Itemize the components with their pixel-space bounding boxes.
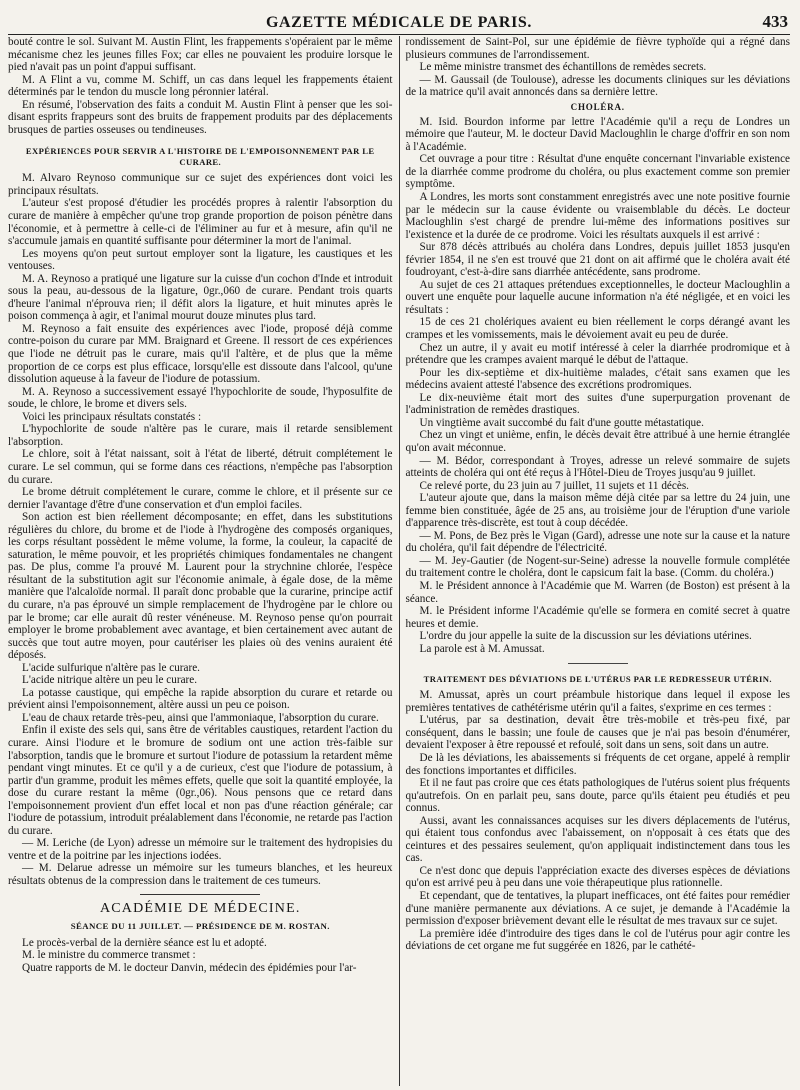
divider: [568, 663, 628, 664]
paragraph: Les moyens qu'on peut surtout employer sont la ligature, les caustiques et les ventouses.: [8, 247, 393, 273]
paragraph: Le chlore, soit à l'état naissant, soit à l'état de liberté, détruit complétement le curare. Le sel commun, qui se forme dans ces réactions, n'empêche pas l'absorption du curare.: [8, 448, 393, 486]
academie-title: ACADÉMIE DE MÉDECINE.: [99, 900, 301, 916]
section-title-uterus: TRAITEMENT DES DÉVIATIONS DE L'UTÉRUS PAR LE REDRESSEUR UTÉRIN.: [423, 674, 772, 685]
paragraph: Cet ouvrage a pour titre : Résultat d'une enquête concernant l'invariable existence de la diarrhée comme prodrome du choléra, ou plus exactement comme son premier symptôme.: [405, 153, 790, 191]
paragraph: Aussi, avant les connaissances acquises sur les divers déplacements de l'utérus, qui étaient tous confondus avec l'abaissement, on n'opposait à ces états que des ceintures et des pessaires seulement, qu'on appliquait indistinctement dans tous les cas.: [405, 814, 790, 865]
paragraph: L'ordre du jour appelle la suite de la discussion sur les déviations utérines.: [419, 630, 752, 643]
paragraph: La première idée d'introduire des tiges dans le col de l'utérus pour agir contre les déviations de cet organe me fut suggérée en 1826, par le cathété-: [405, 927, 790, 953]
paragraph: Et il ne faut pas croire que ces états pathologiques de l'utérus soient plus fréquents qu'autrefois. On en parlait peu, sans doute, parce qu'ils étaient peu étudiés et peu connus.: [405, 777, 790, 815]
paragraph: M. Reynoso a fait ensuite des expériences avec l'iode, proposé déjà comme contre-poison du curare par MM. Braignard et Greene. Il ressort de ces expériences que l'iode ne détruit pas le curare, mais qu'il l'altère, et de plus que la même proportion de ce corps est plus efficace, lorsqu'elle est dissoute dans l'alcool, qu'une dissolution aqueuse à la faveur de l'iodure de potassium.: [8, 322, 393, 386]
paragraph: Et cependant, que de tentatives, la plupart inefficaces, ont été faites pour remédier d'une manière permanente aux déviations. A ce sujet, je demande à l'Académie la permission d'exposer brièvement devant elle le résultat de mes travaux sur ce sujet.: [405, 890, 790, 928]
paragraph: La potasse caustique, qui empêche la rapide absorption du curare et retarde ou prévient ainsi l'empoisonnement, altère aussi un peu ce poison.: [8, 686, 393, 712]
paragraph: — M. Gaussail (de Toulouse), adresse les documents cliniques sur les déviations de la matrice qu'il avait annoncés dans sa dernière lettre.: [405, 73, 790, 99]
paragraph: M. Isid. Bourdon informe par lettre l'Académie qu'il a reçu de Londres un mémoire que l'auteur, M. le docteur David Macloughlin le charge d'offrir en son nom à l'Académie.: [405, 115, 790, 153]
paragraph: L'eau de chaux retarde très-peu, ainsi que l'ammoniaque, l'absorption du curare.: [22, 711, 379, 724]
paragraph: 15 de ces 21 cholériques avaient eu bien réellement le corps dérangé avant les crampes et les vomissements, mais le dévoiement avait eu peu de durée.: [405, 316, 790, 342]
paragraph: Un vingtième avait succombé du fait d'une goutte métastatique.: [419, 416, 704, 429]
paragraph: rondissement de Saint-Pol, sur une épidémie de fièvre typhoïde qui a régné dans plusieurs communes de l'arrondissement.: [405, 36, 790, 61]
left-column: [8, 36, 399, 1086]
paragraph: Le brome détruit complétement le curare, comme le chlore, et il présente sur ce dernier l'avantage d'être d'une conservation et d'un emploi faciles.: [8, 486, 393, 511]
paragraph: La parole est à M. Amussat.: [419, 642, 545, 655]
paragraph: Sur 878 décès attribués au choléra dans Londres, depuis juillet 1853 jusqu'en février 1854, il ne s'en est trouvé que 21 dont on ait affirmé que le choléra avait été foudroyant, c'est-à-dire sans diarrhée antécédente, sans prodrome.: [405, 241, 790, 279]
paragraph: De là les déviations, les abaissements si fréquents de cet organe, appelé à remplir des fonctions importantes et difficiles.: [405, 751, 790, 777]
paragraph: A Londres, les morts sont constamment enregistrés avec une note positive fournie par le médecin sur la cause évidente ou vraisemblable du décès. Le docteur Macloughlin s'est chargé de prendre lui-même des informations positives sur l'existence et la durée de ce prodrome. Voici les résultats auxquels il est arrivé :: [405, 191, 790, 241]
section-title-curare: EXPÉRIENCES POUR SERVIR A L'HISTOIRE DE L'EMPOISONNEMENT PAR LE CURARE.: [25, 146, 375, 168]
paragraph: Le procès-verbal de la dernière séance est lu et adopté.: [22, 936, 267, 949]
paragraph: L'acide nitrique altère un peu le curare.: [22, 674, 198, 687]
paragraph: L'auteur ajoute que, dans la maison même déjà citée par sa lettre du 24 juin, une femme bien constituée, âgée de 25 ans, au troisième jour de l'éruption d'une variole d'apparence très-discrète, est tout à coup décédée.: [405, 492, 790, 530]
divider: [140, 894, 260, 895]
paragraph: — M. Leriche (de Lyon) adresse un mémoire sur le traitement des hydropisies du ventre et de la poitrine par les injections iodées.: [8, 837, 393, 862]
text-columns: [8, 36, 790, 1086]
paragraph: — M. Jey-Gautier (de Nogent-sur-Seine) adresse la nouvelle formule complétée du traitement contre le choléra, dont le capsicum fait la base. (Comm. du choléra.): [405, 554, 790, 580]
paragraph: L'hypochlorite de soude n'altère pas le curare, mais il retarde sensiblement l'absorption.: [8, 423, 393, 448]
paragraph: M. le Président annonce à l'Académie que M. Warren (de Boston) est présent à la séance.: [405, 579, 790, 605]
seance-line: SÉANCE DU 11 JUILLET. — PRÉSIDENCE DE M. ROSTAN.: [70, 920, 330, 931]
paragraph: Ce relevé porte, du 23 juin au 7 juillet, 11 sujets et 11 décès.: [419, 479, 689, 492]
paragraph: M. A. Reynoso a successivement essayé l'hypochlorite de soude, l'hyposulfite de soude, le chlore, le brome et divers sels.: [8, 385, 393, 411]
paragraph: M. Alvaro Reynoso communique sur ce sujet des expériences dont voici les principaux résultats.: [8, 172, 393, 197]
paragraph: bouté contre le sol. Suivant M. Austin Flint, les frappements s'opéraient par le même mécanisme chez les jeunes filles Fox; car elles ne pouvaient les produire lorsque le pied n'avait pas un point d'appui suffisant.: [8, 36, 393, 74]
paragraph: M. Amussat, après un court préambule historique dans lequel il expose les premières tentatives de cathétérisme utérin qu'il a faites, s'exprime en ces termes :: [405, 689, 790, 714]
right-column: [399, 36, 791, 1086]
paragraph: — M. Bédor, correspondant à Troyes, adresse un relevé sommaire de sujets atteints de choléra qui ont été reçus à l'Hôtel-Dieu de Troyes jusqu'au 9 juillet.: [405, 454, 790, 480]
paragraph: Voici les principaux résultats constatés :: [22, 410, 202, 423]
paragraph: M. le Président informe l'Académie qu'elle se formera en comité secret à quatre heures et demie.: [405, 605, 790, 630]
paragraph: Pour les dix-septième et dix-huitième malades, c'était sans examen que les médecins avaient attesté l'absence des excrétions prodromiques.: [405, 366, 790, 392]
paragraph: Ce n'est donc que depuis l'appréciation exacte des diverses espèces de déviations qu'on est arrivé peu à peu dans une voie thérapeutique plus rationnelle.: [405, 864, 790, 890]
paragraph: Son action est bien réellement décomposante; en effet, dans les substitutions régulières du chlore, du brome et de l'iode à l'hydrogène des composés organiques, les corps résultant possèdent le même volume, la forme, la couleur, la capacité de saturation, le même pouvoir, et les propriétés chimiques fondamentales ne changent pas. De plus, comme l'a prouvé M. Laurent pour la strychnine chlorée, l'espèce résultant de la substitution agit sur l'économie animale, à égale dose, de la même manière que l'alcaloïde normal. Il paraît donc probable que la curarine, principe actif du curare, n'a pas éprouvé un simple remplacement de l'hydrogène par le chlore ou par le brome; car elle aurait dû rester vénéneuse. M. Reynoso pense qu'on pourrait employer le brome probablement avec avantage, et bien certainement avec autant de succès que tout autre moyen, pour cautériser les plaies où des venins auraient été déposés.: [8, 511, 393, 662]
paragraph: En résumé, l'observation des faits a conduit M. Austin Flint à penser que les soi-disant esprits frappeurs sont des bruits de frappement produits par des déplacements brusques de parties osseuses ou tendineuses.: [8, 98, 393, 136]
paragraph: — M. Pons, de Bez près le Vigan (Gard), adresse une note sur la cause et la nature du choléra, qu'il fait dépendre de l'électricité.: [405, 529, 790, 555]
paragraph: Le même ministre transmet des échantillons de remèdes secrets.: [419, 61, 707, 74]
paragraph: M. le ministre du commerce transmet :: [22, 949, 196, 962]
paragraph: — M. Delarue adresse un mémoire sur les tumeurs blanches, et les heureux résultats obtenus de la compression dans le traitement de ces tumeurs.: [8, 862, 393, 887]
paragraph: M. A. Reynoso a pratiqué une ligature sur la cuisse d'un cochon d'Inde et introduit sous la peau, au-dessous de la ligature, 0gr.,060 de curare. Pendant trois quarts d'heure l'animal n'éprouva rien; il défit alors la ligature, et huit minutes après le poison commença à agir, et l'animal mourut douze minutes plus tard.: [8, 272, 393, 323]
paragraph: M. A Flint a vu, comme M. Schiff, un cas dans lequel les frappements étaient déterminés par le tendon du muscle long péronnier latéral.: [8, 73, 393, 99]
paragraph: Le dix-neuvième était mort des suites d'une superpurgation provenant de l'administration de remèdes drastiques.: [405, 391, 790, 417]
paragraph: L'acide sulfurique n'altère pas le curare.: [22, 661, 200, 674]
paragraph: Quatre rapports de M. le docteur Danvin, médecin des épidémies pour l'ar-: [22, 961, 357, 974]
page-header: [8, 12, 790, 35]
journal-title: GAZETTE MÉDICALE DE PARIS.: [265, 14, 532, 31]
paragraph: Chez un vingt et unième, enfin, le décès devait être attribué à une hernie étranglée qu'on avait méconnue.: [405, 429, 790, 454]
paragraph: Chez un autre, il y avait eu motif intéressé à celer la diarrhée prodromique et à prétendre que les crampes avaient marqué le début de l'attaque.: [405, 341, 790, 367]
paragraph: L'auteur s'est proposé d'étudier les procédés propres à ralentir l'absorption du curare de manière à empêcher qu'une trop grande proportion de poison pénètre dans l'économie, et à permettre à celle-ci de l'éliminer au fur et à mesure, afin qu'il ne s'accumule jamais en quantité suffisante pour déterminer la mort de l'animal.: [8, 197, 393, 248]
paragraph: L'utérus, par sa destination, devait être très-mobile et très-peu fixé, par conséquent, dans le bassin; une foule de causes que je n'ai pas besoin d'énumérer, devaient l'exposer à être repoussé et refoulé, soit dans un sens, soit dans un autre.: [405, 714, 790, 752]
paragraph: Au sujet de ces 21 attaques prétendues exceptionnelles, le docteur Macloughlin a ouvert une enquête pour laquelle aucune information n'a été négligée, et en voici les résultats :: [405, 278, 790, 316]
page-number: 433: [762, 12, 788, 31]
cholera-title: CHOLÉRA.: [570, 101, 625, 112]
paragraph: Enfin il existe des sels qui, sans être de véritables caustiques, retardent l'action du curare. Ainsi l'iodure et le bromure de sodium ont une action très-faible sur l'absorption, tandis que le bromure et surtout l'iodure de potassium la retardent même pendant vingt minutes. Et ce qu'il y a de curieux, c'est que l'iodure de potassium, à partir d'un gramme, produit les mêmes effets, quelle que soit la quantité employée, la dose du curare restant la même (0gr.,06). Nous pensons que ce retard dans l'empoisonnement provient d'un effet local et non pas d'une réaction générale; car l'iodure de potassium, introduit préalablement dans l'économie, ne retarde pas l'action du curare.: [8, 724, 393, 837]
